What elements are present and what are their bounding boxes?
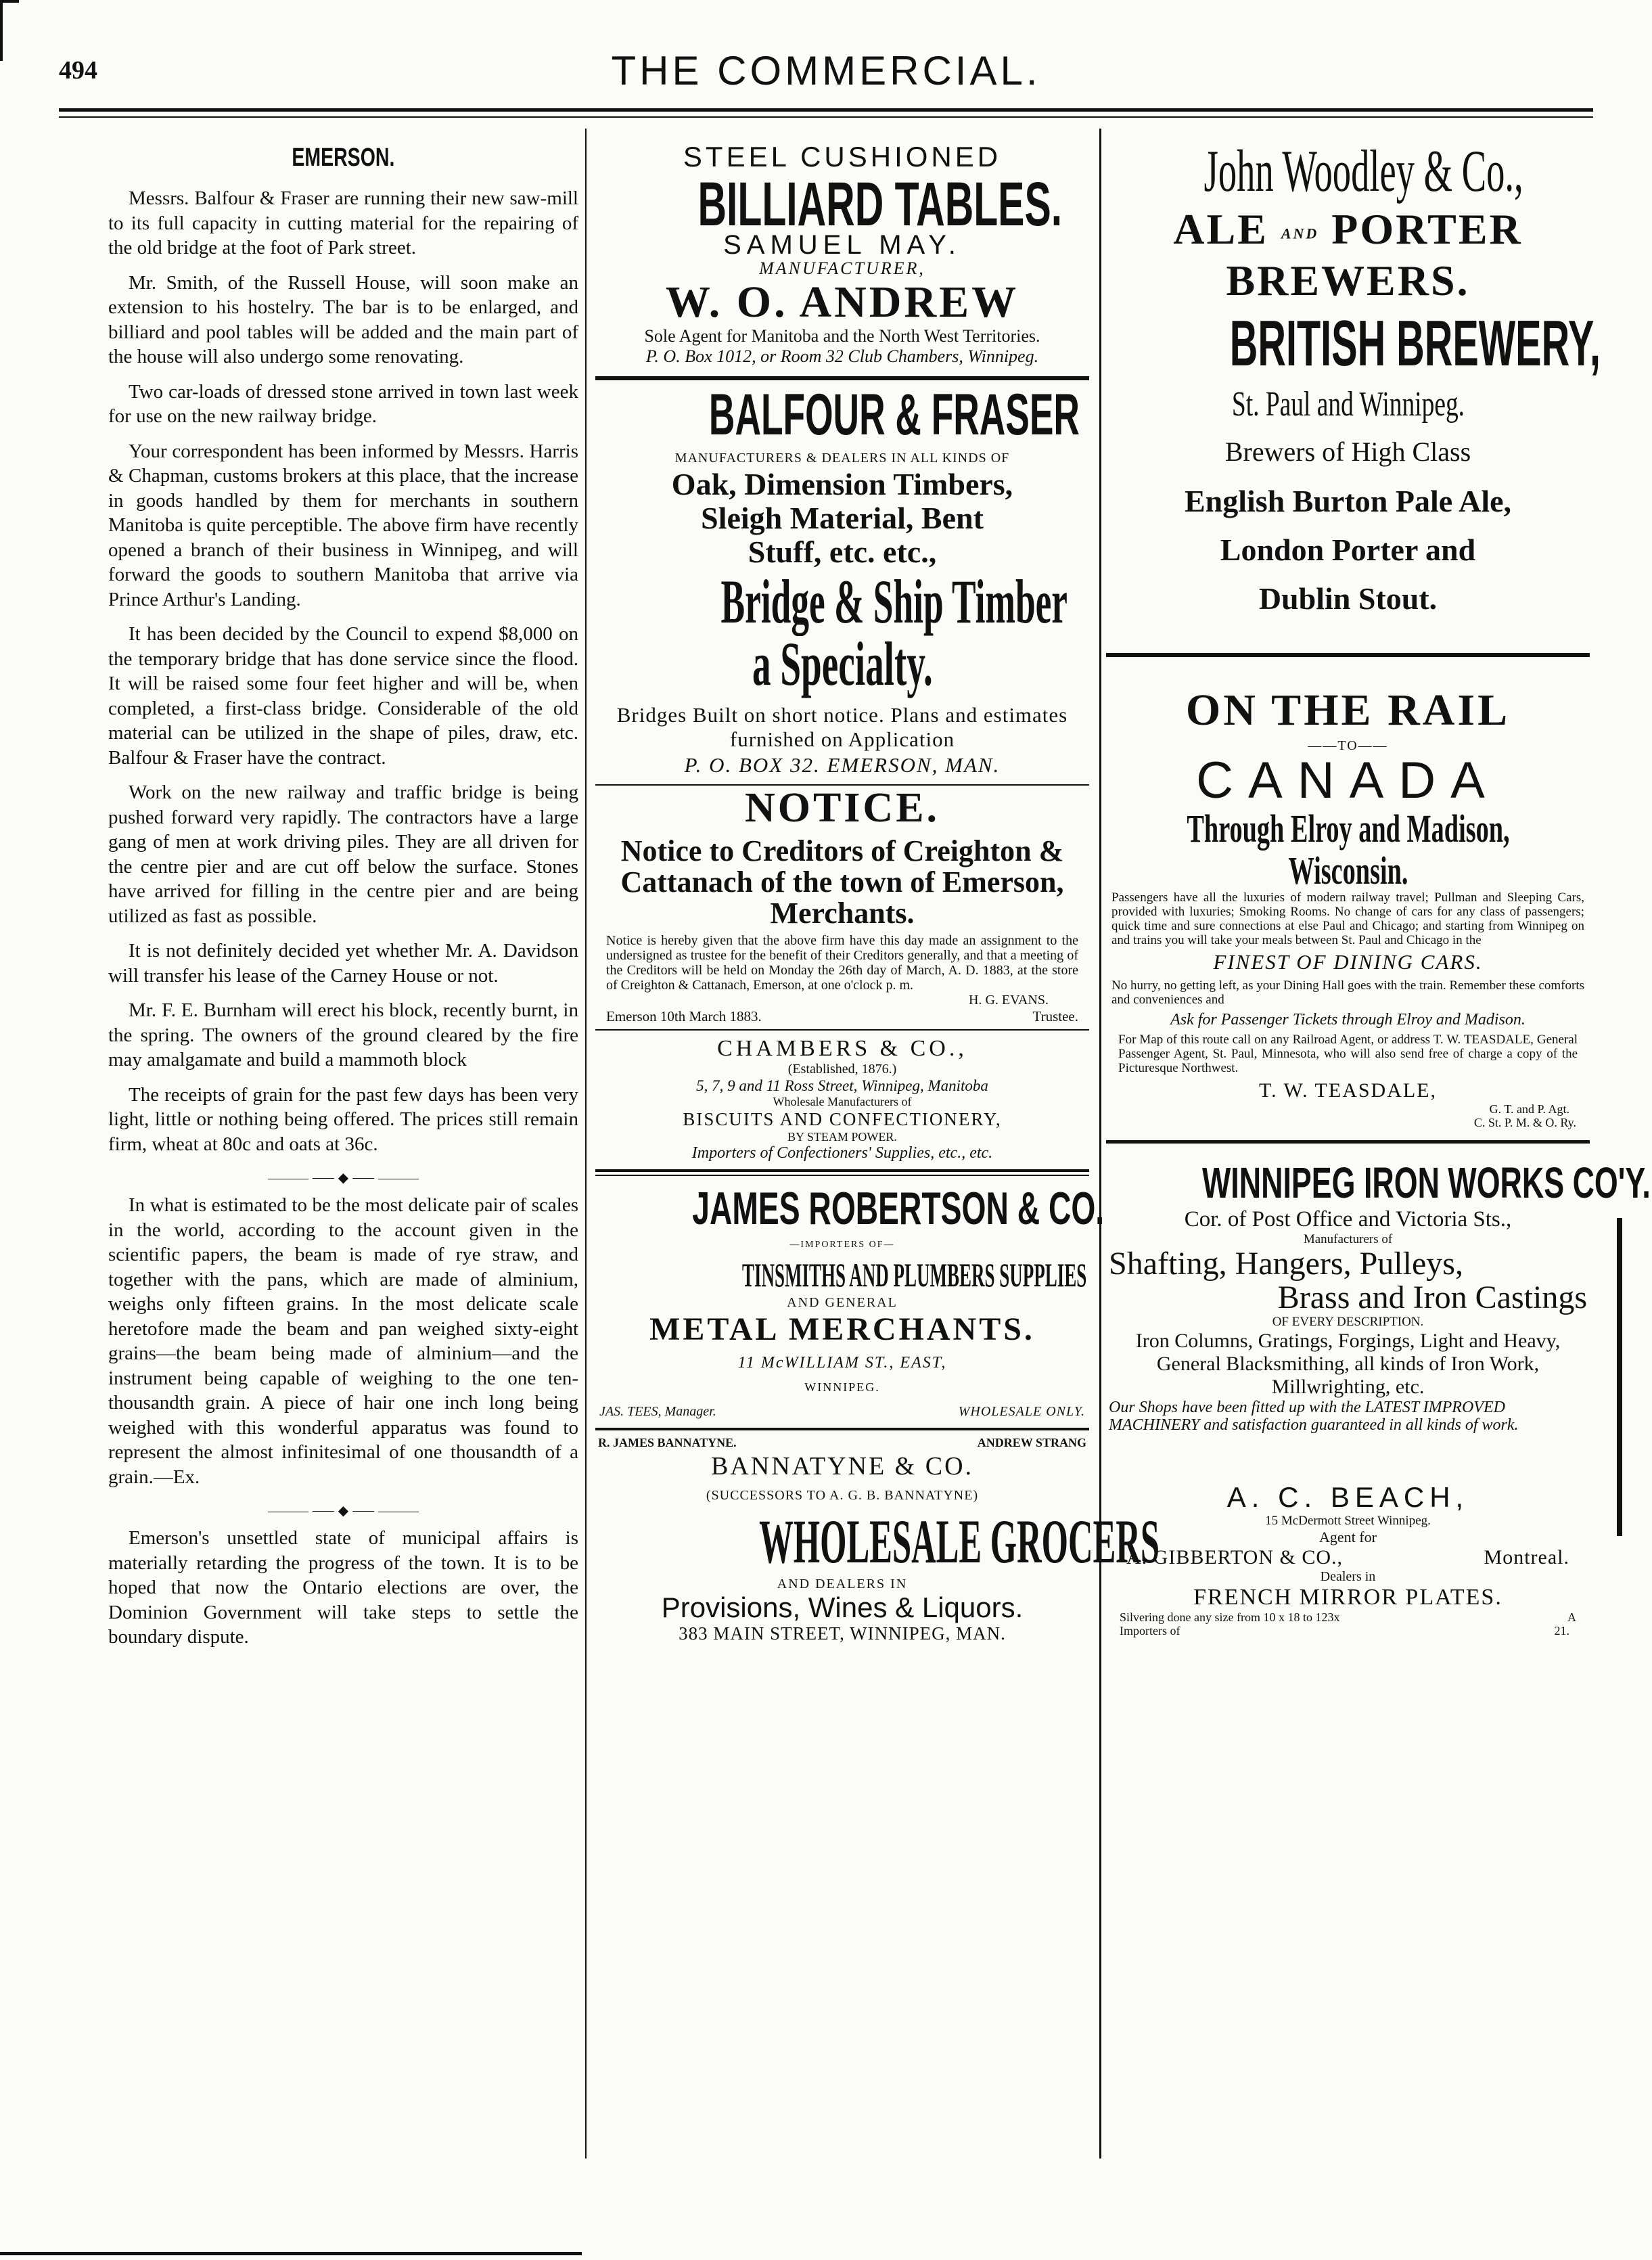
paragraph: Emerson's unsettled state of municipal affairs is materially retarding the progress of the town. It is to be hoped that now the Ontario elections are over, the Dominion Government will take steps to settle the boundary dispute.	[108, 1527, 578, 1648]
ad-line: MANUFACTURER,	[759, 258, 925, 278]
ad-line: Iron Columns, Gratings, Forgings, Light and Heavy, General Blacksmithing, all kinds of Iron Work, Millwrighting, etc.	[1135, 1330, 1561, 1399]
ad-line: St. Paul and Winnipeg.	[1231, 385, 1465, 424]
ad-line: BY STEAM POWER.	[787, 1130, 897, 1144]
column-divider-right	[1617, 1218, 1622, 1536]
ad-line: FINEST OF DINING CARS.	[1213, 950, 1483, 974]
rail-body: For Map of this route call on any Railroad Agent, or address T. W. TEASDALE, General Passenger Agent, St. Paul, Minnesota, who will also send free of charge a copy of the Picturesque Northwest.	[1118, 1033, 1578, 1076]
page-corner-mark	[0, 0, 3, 61]
ad-line: BISCUITS AND CONFECTIONERY,	[683, 1109, 1002, 1129]
ad-separator	[595, 1029, 1089, 1031]
ad-line: P. O. BOX 32. EMERSON, MAN.	[684, 753, 1001, 777]
woodley-ad	[1106, 139, 1601, 616]
ad-headline: BALFOUR & FRASER	[708, 382, 1080, 447]
ad-separator	[595, 376, 1089, 380]
ad-line: OF EVERY DESCRIPTION.	[1272, 1315, 1424, 1330]
column-divider	[585, 129, 587, 2159]
ad-line: English Burton Pale Ale,	[1184, 484, 1512, 519]
ad-headline: JAMES ROBERTSON & CO.	[692, 1183, 1105, 1234]
ad-line: Dublin Stout.	[1258, 581, 1438, 616]
ad-line: STEEL CUSHIONED	[683, 141, 1002, 173]
ad-headline: WHOLESALE GROCERS	[759, 1507, 1160, 1576]
paragraph: It is not definitely decided yet whether Mr. A. Davidson will transfer his lease of the Carney House or not.	[108, 940, 578, 987]
rail-signer-title: C. St. P. M. & O. Ry.	[1473, 1116, 1576, 1130]
ad-line: London Porter and	[1220, 533, 1476, 568]
right-ads-column	[1106, 133, 1651, 1638]
ad-line: FRENCH MIRROR PLATES.	[1193, 1585, 1502, 1610]
iron-works-ad	[1106, 1158, 1651, 1434]
rail-signer: T. W. TEASDALE,	[1258, 1079, 1438, 1102]
ad-line: (Established, 1876.)	[787, 1062, 897, 1077]
paragraph: Mr. Smith, of the Russell House, will soon make an extension to his hostelry. The bar is to be enlarged, and billiard and pool tables will be added and the main part of the house will also undergo some renovating.	[108, 271, 578, 367]
ad-line: WHOLESALE ONLY.	[958, 1404, 1085, 1419]
ad-line: Notice to Creditors of Creighton & Cattanach of the town of Emerson, Merchants.	[620, 834, 1064, 930]
ad-headline: Bridge & Ship Timber	[720, 567, 1068, 636]
ad-line: 5, 7, 9 and 11 Ross Street, Winnipeg, Manitoba	[696, 1077, 988, 1094]
ad-headline: BRITISH BREWERY,	[1229, 307, 1601, 380]
ad-line: —IMPORTERS OF—	[789, 1240, 895, 1250]
ad-line: AND DEALERS IN	[777, 1577, 908, 1591]
notice-date: Emerson 10th March 1883.	[606, 1008, 762, 1024]
ad-headline: A. C. BEACH,	[1226, 1481, 1469, 1514]
ad-line: Wholesale Manufacturers of	[773, 1095, 912, 1108]
ad-line: Ask for Passenger Tickets through Elroy and Madison.	[1170, 1011, 1525, 1029]
paragraph: It has been decided by the Council to expend $8,000 on the temporary bridge that has done service since the flood. It will be raised some four feet higher and will be, when completed, a first-class bridge. Considerable of the old material can be utilized in the shape of piles, draw, etc. Balfour & Fraser have the contract.	[108, 623, 578, 769]
ad-line: Our Shops have been fitted up with the LATEST IMPROVED MACHINERY and satisfaction guaranteed in all kinds of work.	[1109, 1399, 1519, 1434]
page-corner-mark-h	[0, 0, 19, 3]
ad-line: ANDREW STRANG	[977, 1436, 1086, 1449]
column-heading: EMERSON.	[292, 143, 395, 172]
column-divider	[1099, 129, 1101, 2159]
ad-headline: ON THE RAIL	[1185, 685, 1511, 736]
rail-ad: ON THE RAIL ——TO—— CANADA Through Elroy and Madison, Wisconsin. Passengers have all the luxuries of modern railway travel; Pullman and Sleeping Cars, provided with luxuries; Smoking Rooms. No change of cars for any class of passengers; quick time and sure connections at else Paul and Chicago; and starting from Winnipeg on and trains you will take your meals between St. Paul and Chicago in the FINEST OF DINING CARS. No hurry, no getting left, as your Dining Hall goes with the train. Remember these comforts and conveniences and Ask for Passenger Tickets through Elroy and Madison. For Map of this route call on any Railroad Agent, or address T. W. TEASDALE, General Passenger Agent, St. Paul, Minnesota, who will also send free of charge a copy of the Picturesque Northwest. T. W. TEASDALE, G. T. and P. Agt. C. St. P. M. & O. Ry.	[1106, 687, 1590, 1129]
ad-line: SAMUEL MAY.	[723, 230, 961, 260]
ad-headline: Through Elroy and Madison, Wisconsin.	[1187, 807, 1510, 893]
ad-separator	[595, 1175, 1089, 1176]
ad-line: Cor. of Post Office and Victoria Sts.,	[1184, 1207, 1512, 1232]
paragraph: Mr. F. E. Burnham will erect his block, recently burnt, in the spring. The owners of the ground cleared by the fire may amalgamate and build a mammoth block	[108, 999, 578, 1070]
ad-line: Montreal.	[1484, 1546, 1569, 1569]
paragraph: Your correspondent has been informed by Messrs. Harris & Chapman, customs brokers at this place, that the increase in goods handled by them for merchants in southern Manitoba is quite perceptible. The above firm have recently opened a branch of their business in Winnipeg, and will forward the goods to southern Manitoba that arrive via Prince Arthur's Landing.	[108, 440, 578, 610]
ad-line: JAS. TEES, Manager.	[599, 1404, 716, 1419]
paragraph: Messrs. Balfour & Fraser are running their new saw-mill to its full capacity in cutting material for the repairing of the old bridge at the foot of Park street.	[108, 187, 578, 258]
paragraph: The receipts of grain for the past few days has been very light, little or nothing being offered. The prices still remain firm, wheat at 80c and oats at 36c.	[108, 1083, 578, 1155]
ornament-divider: ——— ⸺ ◆ ⸺ ———	[267, 1171, 419, 1185]
ad-headline: a Specialty.	[752, 629, 933, 698]
masthead-rule-thin	[59, 116, 1593, 118]
beach-ad	[1106, 1481, 1590, 1637]
rail-body: No hurry, no getting left, as your Dining Hall goes with the train. Remember these comforts and conveniences and	[1111, 978, 1584, 1008]
ad-headline: METAL MERCHANTS.	[649, 1311, 1035, 1347]
ad-line: Manufacturers of	[1303, 1232, 1393, 1247]
rail-body: Passengers have all the luxuries of modern railway travel; Pullman and Sleeping Cars, provided with luxuries; Smoking Rooms. No change of cars for any class of passengers; quick time and sure connections at else Paul and Chicago; and starting from Winnipeg on and trains you will take your meals between St. Paul and Chicago in the	[1111, 890, 1584, 948]
ad-line: (SUCCESSORS TO A. G. B. BANNATYNE)	[706, 1488, 979, 1503]
ad-headline: NOTICE.	[744, 785, 940, 831]
notice-body: Notice is hereby given that the above firm have this day made an assignment to the undersigned as trustee for the benefit of their Creditors generally, and that a meeting of the Creditors will be held on Monday the 26th day of March, A. D. 1883, at the store of Creighton & Cattanach, Emerson, at one o'clock p. m.	[606, 933, 1078, 993]
ad-headline: CANADA	[1196, 752, 1500, 810]
ad-headline: PORTER	[1331, 205, 1523, 253]
ad-headline: John Woodley & Co.,	[1203, 139, 1523, 204]
ad-headline: WINNIPEG IRON WORKS CO'Y.	[1202, 1158, 1651, 1208]
billiard-ad	[595, 141, 1089, 367]
ad-headline: W. O. ANDREW	[665, 277, 1019, 327]
ad-line: Sleigh Material, Bent	[701, 501, 984, 535]
emerson-column	[108, 133, 578, 1660]
ad-separator	[595, 1428, 1089, 1430]
ad-headline: BREWERS.	[1226, 256, 1470, 305]
ad-line: Importers of	[1120, 1624, 1180, 1638]
ornament-divider: ——— ⸺ ◆ ⸺ ———	[267, 1504, 419, 1518]
ad-separator	[1106, 653, 1590, 657]
paragraph: In what is estimated to be the most delicate pair of scales in the world, according to the account given in the scientific papers, the beam is made of rye straw, and together with the pans, which are made of alminium, weighs only fifteen grains. In the most delicate scale heretofore made the beam and pan weighed sixty-eight grains—the beam being made of alminium—and the instrument being capable of weighing to the one ten-thousandth grain. A piece of hair one inch long being weighed with this wonderful apparatus was found to represent the almost infinitesimal of one thousandth of a grain.—Ex.	[108, 1194, 578, 1488]
ad-line: Bridges Built on short notice. Plans and estimates furnished on Application	[616, 703, 1068, 751]
ad-headline: BILLIARD TABLES.	[697, 170, 1063, 239]
balfour-fraser-ad	[595, 384, 1089, 779]
rail-signer-title: G. T. and P. Agt.	[1489, 1102, 1569, 1116]
ad-line: P. O. Box 1012, or Room 32 Club Chambers, Winnipeg.	[645, 346, 1039, 366]
masthead-title: THE COMMERCIAL.	[611, 48, 1041, 93]
notice-ad	[595, 786, 1089, 1025]
middle-ads-column	[595, 133, 1160, 1644]
ad-headline: CHAMBERS & CO.,	[717, 1036, 967, 1061]
ad-line: 21.	[1554, 1624, 1569, 1638]
notice-signer: H. G. EVANS.	[969, 993, 1049, 1008]
ad-line: AND	[1281, 225, 1319, 242]
ad-line: A	[1567, 1610, 1576, 1625]
ad-line: Brass and Iron Castings	[1277, 1280, 1587, 1316]
ad-line: MANUFACTURERS & DEALERS IN ALL KINDS OF	[674, 451, 1010, 466]
bottom-page-rule	[0, 2252, 582, 2255]
ad-line: Shafting, Hangers, Pulleys,	[1109, 1246, 1463, 1282]
ad-line: Brewers of High Class	[1224, 436, 1471, 468]
ad-separator	[1106, 1140, 1590, 1144]
notice-role: Trustee.	[1032, 1008, 1078, 1024]
chambers-ad	[595, 1036, 1089, 1162]
ad-headline: ALE	[1173, 205, 1268, 253]
ad-line: WINNIPEG.	[804, 1380, 880, 1394]
ad-line: Dealers in	[1320, 1569, 1376, 1585]
ad-separator	[595, 1169, 1089, 1172]
ad-line: Provisions, Wines & Liquors.	[661, 1591, 1024, 1623]
ad-headline: BANNATYNE & CO.	[710, 1452, 974, 1481]
ad-line: Silvering done any size from 10 x 18 to 123x	[1120, 1610, 1340, 1625]
ad-line: A. GIBBERTON & CO.,	[1126, 1546, 1343, 1569]
ad-line: 383 MAIN STREET, WINNIPEG, MAN.	[679, 1623, 1006, 1644]
ad-line: 15 McDermott Street Winnipeg.	[1265, 1514, 1431, 1529]
ad-line: 11 McWILLIAM ST., EAST,	[737, 1354, 947, 1372]
page-number: 494	[59, 56, 97, 85]
robertson-ad	[595, 1183, 1105, 1420]
ad-line: Sole Agent for Manitoba and the North West Territories.	[644, 326, 1040, 346]
ad-line: TO	[1337, 738, 1358, 754]
paragraph: Two car-loads of dressed stone arrived in town last week for use on the new railway bridge.	[108, 380, 578, 427]
paragraph: Work on the new railway and traffic bridge is being pushed forward very rapidly. The contractors have a large gang of men at work driving piles. They are all driven for the centre pier and are cut off below the surface. Stones have arrived for filling in the centre pier and are being utilized as fast as possible.	[108, 782, 578, 927]
ad-headline: TINSMITHS AND PLUMBERS SUPPLIES	[741, 1256, 1087, 1294]
ad-line: Agent for	[1319, 1529, 1377, 1546]
ad-line: R. JAMES BANNATYNE.	[598, 1436, 737, 1449]
ad-line: Oak, Dimension Timbers,	[671, 467, 1013, 501]
ad-line: AND GENERAL	[787, 1295, 898, 1310]
ad-line: Importers of Confectioners' Supplies, etc., etc.	[691, 1144, 993, 1162]
masthead-rule	[59, 108, 1593, 112]
ad-line: Stuff, etc. etc.,	[748, 535, 937, 569]
